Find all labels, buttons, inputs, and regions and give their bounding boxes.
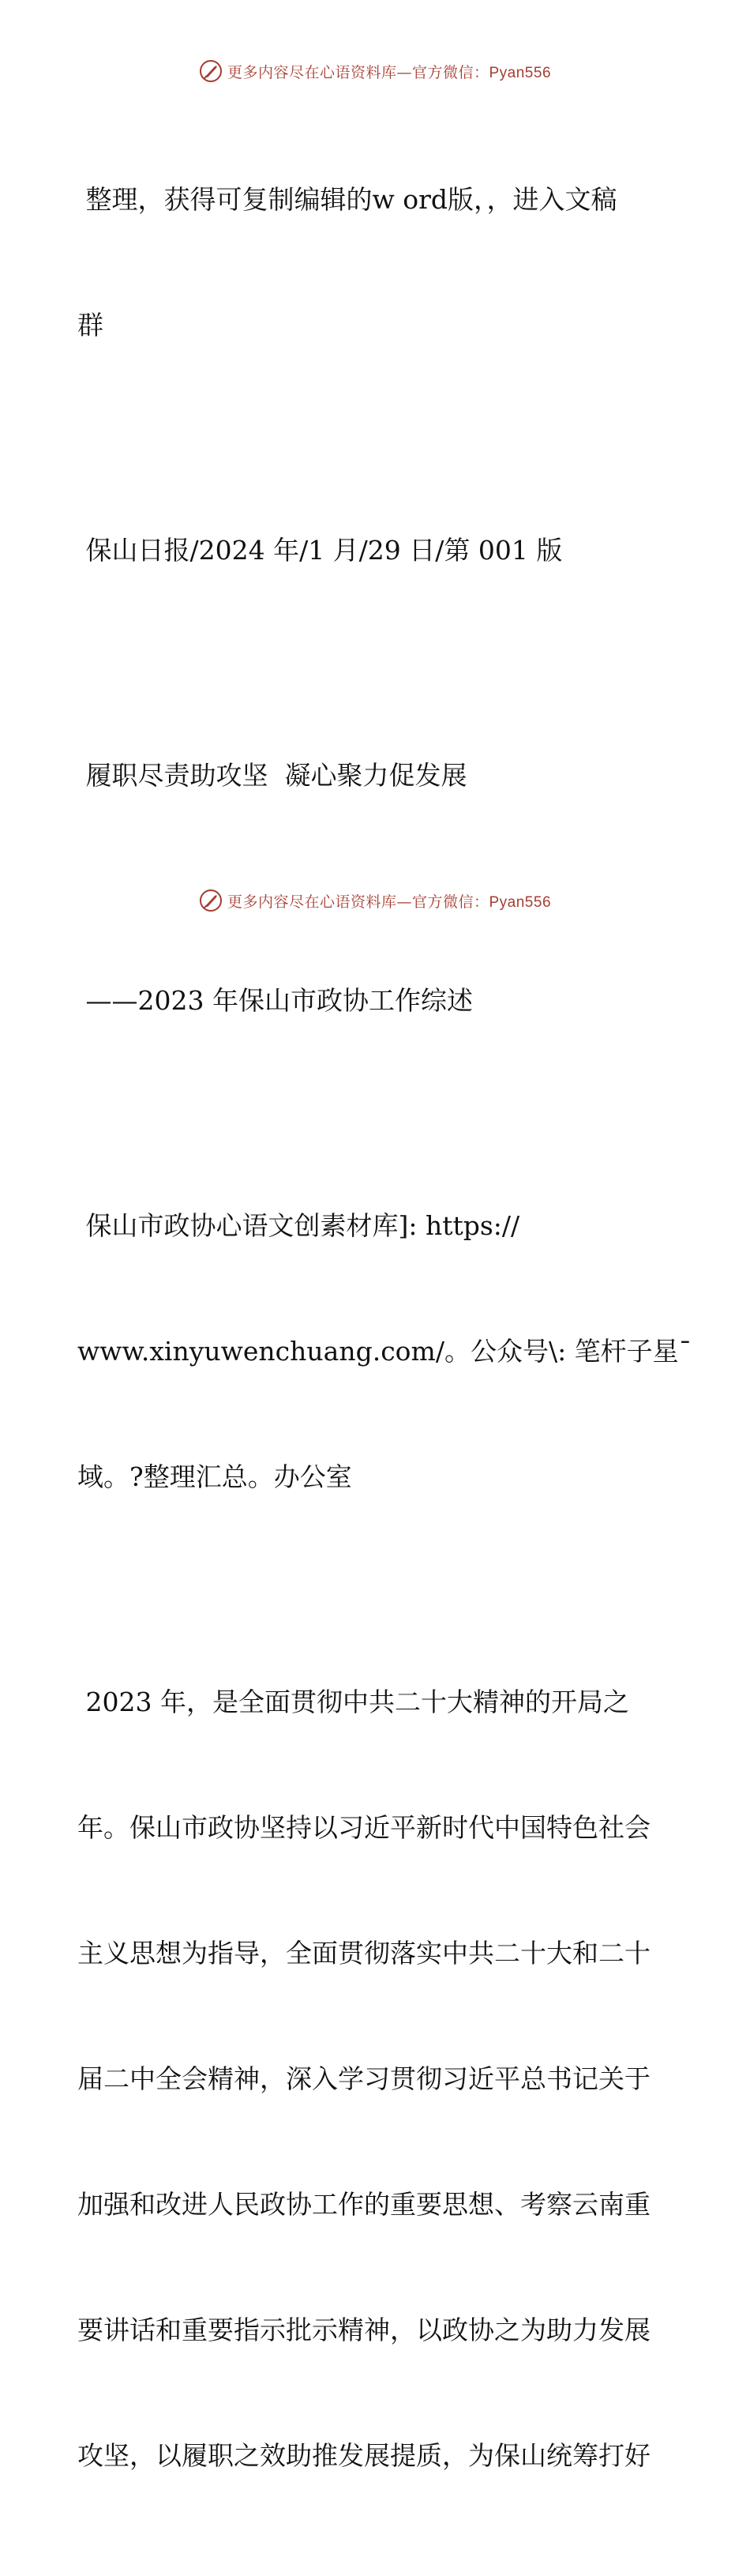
body-line: 年。保山市政协坚持以习近平新时代中国特色社会 <box>77 1812 651 1843</box>
footer-watermark <box>0 885 750 916</box>
watermark-separator: — <box>396 63 412 81</box>
title-text: 履职尽责助攻坚 凝心聚力促发展 <box>77 760 467 791</box>
notice-line: 保山市政协心语文创素材库]: https:// <box>77 1210 520 1241</box>
intro-line: 群 <box>77 310 103 340</box>
watermark-label: 官方微信： <box>411 63 489 81</box>
body-paragraph <box>77 1597 677 2560</box>
watermark-brand: 更多内容尽在心语资料库 <box>227 893 397 911</box>
watermark-account: Pyan556 <box>489 893 552 911</box>
watermark-label: 官方微信： <box>411 893 489 911</box>
watermark-text <box>227 61 551 82</box>
article-title <box>77 671 677 880</box>
body-line: 主义思想为指导，全面贯彻落实中共二十大和二十 <box>77 1938 651 1969</box>
body-line: 要讲话和重要指示批示精神，以政协之为助力发展 <box>77 2315 651 2345</box>
body-line: 加强和改进人民政协工作的重要思想、考察云南重 <box>77 2189 651 2220</box>
watermark-brand: 更多内容尽在心语资料库 <box>227 63 397 81</box>
notice-line: www.xinyuwenchuang.com/。公众号\: 笔杆子星¯ <box>77 1336 692 1367</box>
feather-pen-logo-icon <box>199 59 223 83</box>
intro-line: 整理，获得可复制编辑的w ord版，，进入文稿 <box>77 184 617 215</box>
body-line: 攻坚，以履职之效助推发展提质，为保山统筹打好 <box>77 2440 651 2471</box>
notice-line: 域。?整理汇总。办公室 <box>77 1461 352 1492</box>
watermark-account: Pyan556 <box>489 64 552 81</box>
source-line <box>77 446 677 655</box>
subtitle-text: ——2023 年保山市政协工作综述 <box>77 985 473 1016</box>
watermark-separator: — <box>396 893 412 911</box>
watermark-text <box>227 890 551 912</box>
body-line: 届二中全会精神，深入学习贯彻习近平总书记关于 <box>77 2063 651 2094</box>
header-watermark <box>0 55 750 87</box>
intro-paragraph <box>77 95 677 430</box>
source-text: 保山日报/2024 年/1 月/29 日/第 001 版 <box>77 535 563 566</box>
body-line: 2023 年，是全面贯彻中共二十大精神的开局之 <box>77 1687 629 1717</box>
feather-pen-logo-icon <box>199 889 223 912</box>
notice-paragraph <box>77 1121 692 1581</box>
article-subtitle <box>77 893 677 1105</box>
document-body <box>77 95 692 2576</box>
